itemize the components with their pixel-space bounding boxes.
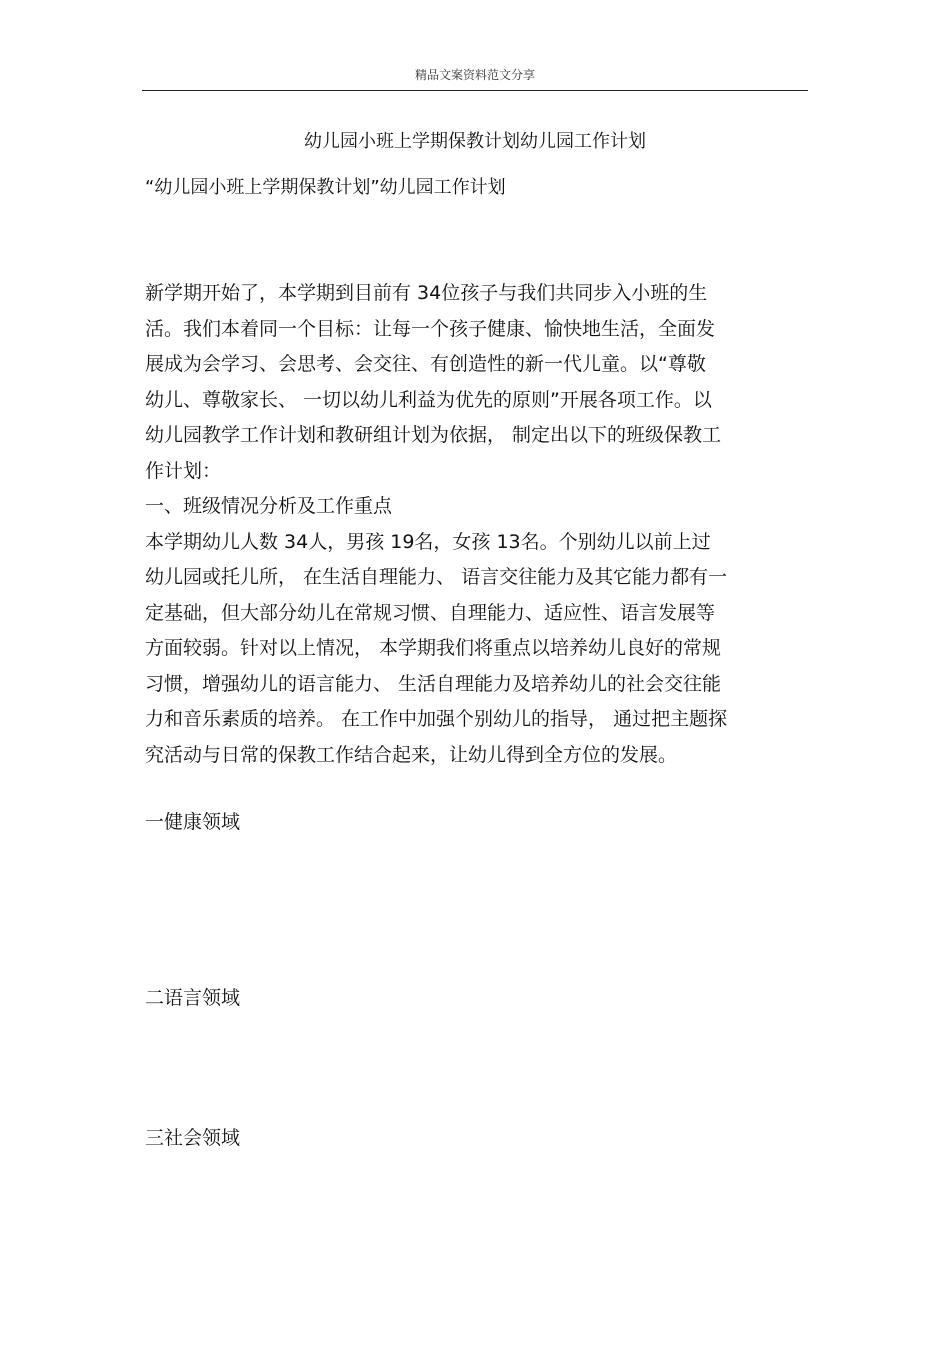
paragraph-line: 幼儿园教学工作计划和教研组计划为依据， 制定出以下的班级保教工 (145, 424, 722, 446)
document-subtitle: “幼儿园小班上学期保教计划”幼儿园工作计划 (145, 177, 506, 198)
paragraph-line: 作计划： (145, 459, 222, 482)
social-domain-heading: 三社会领域 (145, 1127, 241, 1149)
document-title: 幼儿园小班上学期保教计划幼儿园工作计划 (304, 131, 646, 152)
intro-paragraph (145, 276, 805, 773)
page-header-text: 精品文案资料范文分享 (414, 68, 535, 82)
paragraph-line: 方面较弱。针对以上情况， 本学期我们将重点以培养幼儿良好的常规 (145, 637, 722, 659)
paragraph-line: 活。我们本着同一个目标：让每一个孩子健康、愉快地生活，全面发 (145, 317, 716, 340)
paragraph-line: 本学期幼儿人数 34人，男孩 19名，女孩 13名。个别幼儿以前上过 (145, 530, 711, 553)
paragraph-line: 展成为会学习、会思考、会交往、有创造性的新一代儿童。以“尊敬 (145, 353, 706, 375)
language-domain-heading: 二语言领域 (145, 987, 241, 1009)
paragraph-line: 幼儿、尊敬家长、 一切以幼儿利益为优先的原则”开展各项工作。以 (145, 388, 712, 411)
header-divider (142, 90, 808, 91)
paragraph-line: 幼儿园或托儿所， 在生活自理能力、 语言交往能力及其它能力都有一 (145, 566, 728, 588)
paragraph-line: 新学期开始了，本学期到目前有 34位孩子与我们共同步入小班的生 (145, 282, 708, 304)
section-heading: 一、班级情况分析及工作重点 (145, 495, 393, 517)
paragraph-line: 习惯，增强幼儿的语言能力、 生活自理能力及培养幼儿的社会交往能 (145, 672, 722, 695)
paragraph-line: 究活动与日常的保教工作结合起来，让幼儿得到全方位的发展。 (145, 743, 678, 766)
paragraph-line: 定基础，但大部分幼儿在常规习惯、自理能力、适应性、语言发展等 (145, 601, 716, 624)
paragraph-line: 力和音乐素质的培养。 在工作中加强个别幼儿的指导， 通过把主题探 (145, 708, 728, 730)
health-domain-heading: 一健康领域 (145, 811, 241, 833)
